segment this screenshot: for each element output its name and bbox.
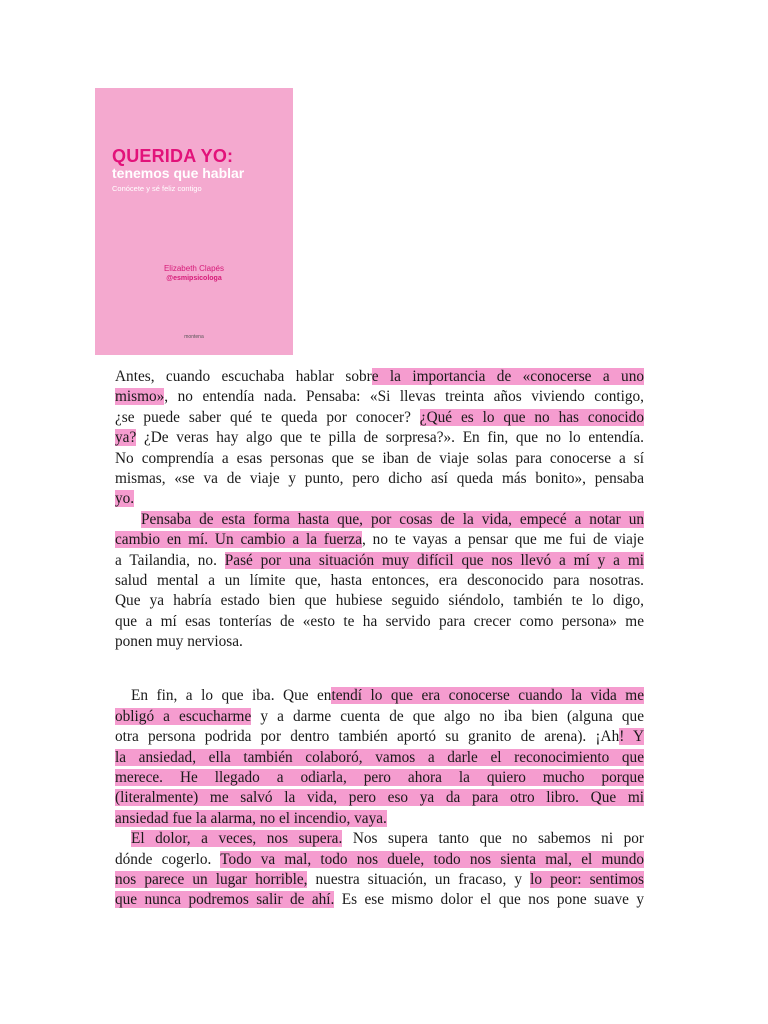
paragraph-3 (115, 686, 644, 829)
paragraph-4 (115, 829, 644, 911)
text-run: , no entendía nada. Pensaba: «Si llevas treinta años viviendo contigo, (164, 388, 644, 406)
text-line: Que ya habría estado bien que hubiese seguido siéndolo, también te lo digo, (115, 592, 644, 610)
highlight: mismo» (115, 388, 165, 406)
text-line: ponen muy nerviosa. (115, 633, 243, 651)
text-line (115, 850, 644, 870)
text-run: dónde cogerlo. (115, 850, 221, 868)
highlight: Todo va mal, todo nos duele, todo nos sienta mal, el mundo (220, 850, 644, 868)
highlight: Pensaba de esta forma hasta que, por cosas de la vida, empecé a notar un (141, 510, 644, 528)
text-line: que a mí esas tonterías de «esto te ha servido para crecer como persona» me (115, 612, 644, 630)
text-run: ¿De veras hay algo que te pilla de sorpresa?». En fin, que no lo entendía. (136, 429, 644, 447)
text-line (115, 768, 644, 788)
cover-title-line2: tenemos que hablar (112, 165, 245, 181)
text-line (115, 707, 644, 727)
text-run: (alguna que (557, 707, 644, 725)
highlight: la ansiedad, ella también colaboró, vamos a darle el reconocimiento que (115, 748, 644, 766)
text-run: ¿se puede saber qué te queda por conocer? (115, 408, 420, 426)
text-line (115, 890, 644, 910)
text-line (115, 686, 644, 706)
highlight: ! Y (619, 728, 645, 746)
highlight: ¿Qué es lo que no has conocido (419, 408, 644, 426)
cover-handle: @esmipsicologa (166, 275, 222, 282)
text-line (115, 367, 644, 387)
text-run: Es ese mismo dolor el que nos pone suave y (334, 891, 644, 909)
text-line (115, 510, 644, 530)
highlight: Pasé por una situación muy difícil que nos llevó a mí y a mi (224, 551, 644, 569)
text-line (115, 387, 644, 407)
text-line (115, 727, 644, 747)
highlight: e la importancia de «conocerse a uno (371, 368, 644, 385)
cover-author: Elizabeth Clapés (163, 264, 225, 273)
text-run: otra persona podrida por dentro también aportó su granito de arena). ¡Ah (115, 728, 620, 746)
text-line: No comprendía a esas personas que se iban de viaje solas para conocerse a sí (115, 449, 644, 467)
text-run: , no te vayas a pensar que me fui de viaje (362, 531, 644, 549)
text-line (115, 870, 644, 890)
text-run: Nos supera tanto que no sabemos ni por (342, 830, 644, 848)
highlight: (literalmente) me salvó la vida, pero eso ya da para otro libro. Que mi (115, 789, 644, 807)
page-body (115, 367, 644, 911)
text-line: salud mental a un límite que, hasta entonces, era desconocido para nosotras. (115, 571, 644, 589)
text-line (115, 809, 644, 829)
book-cover (95, 88, 293, 355)
text-run: a Tailandia, no. (115, 551, 225, 569)
text-line (115, 788, 644, 808)
paragraph-1 (115, 367, 644, 510)
highlight: tendí lo que era conocerse cuando la vida me (331, 687, 644, 705)
highlight: ansiedad fue la alarma, no el incendio, vaya. (115, 809, 387, 827)
text-line (115, 530, 644, 550)
text-line (115, 829, 644, 849)
text-line (115, 408, 644, 428)
highlight: que nunca podremos salir de ahí. (115, 891, 335, 909)
text-run: Antes, cuando escuchaba hablar sobr (115, 368, 372, 385)
text-line (115, 489, 644, 509)
highlight: lo peor: sentimos (530, 870, 644, 888)
text-run: nuestra situación, un fracaso, y (307, 870, 531, 888)
highlight: El dolor, a veces, nos supera. (131, 830, 343, 848)
highlight: nos parece un lugar horrible, (115, 870, 308, 888)
highlight: ya? (115, 429, 137, 447)
text-run: En fin, a lo que iba. Que en (131, 687, 332, 705)
paragraph-gap (115, 652, 644, 686)
text-line: mismas, «se va de viaje y punto, pero dicho así queda más bonito», pensaba (115, 469, 644, 487)
cover-subtitle: Conócete y sé feliz contigo (112, 184, 202, 193)
highlight: yo. (115, 490, 135, 508)
highlight: obligó a escucharme (115, 707, 252, 725)
paragraph-2 (115, 510, 644, 653)
text-line (115, 748, 644, 768)
highlight: merece. He llegado a odiarla, pero ahora la quiero mucho porque (115, 769, 644, 787)
text-run: y a darme cuenta de que algo no iba bien (251, 707, 558, 725)
cover-title: QUERIDA YO: (112, 146, 234, 166)
highlight: cambio en mí. Un cambio a la fuerza (115, 531, 363, 549)
text-line (115, 551, 644, 571)
cover-publisher-logo: montena (184, 334, 204, 340)
text-line (115, 428, 644, 448)
